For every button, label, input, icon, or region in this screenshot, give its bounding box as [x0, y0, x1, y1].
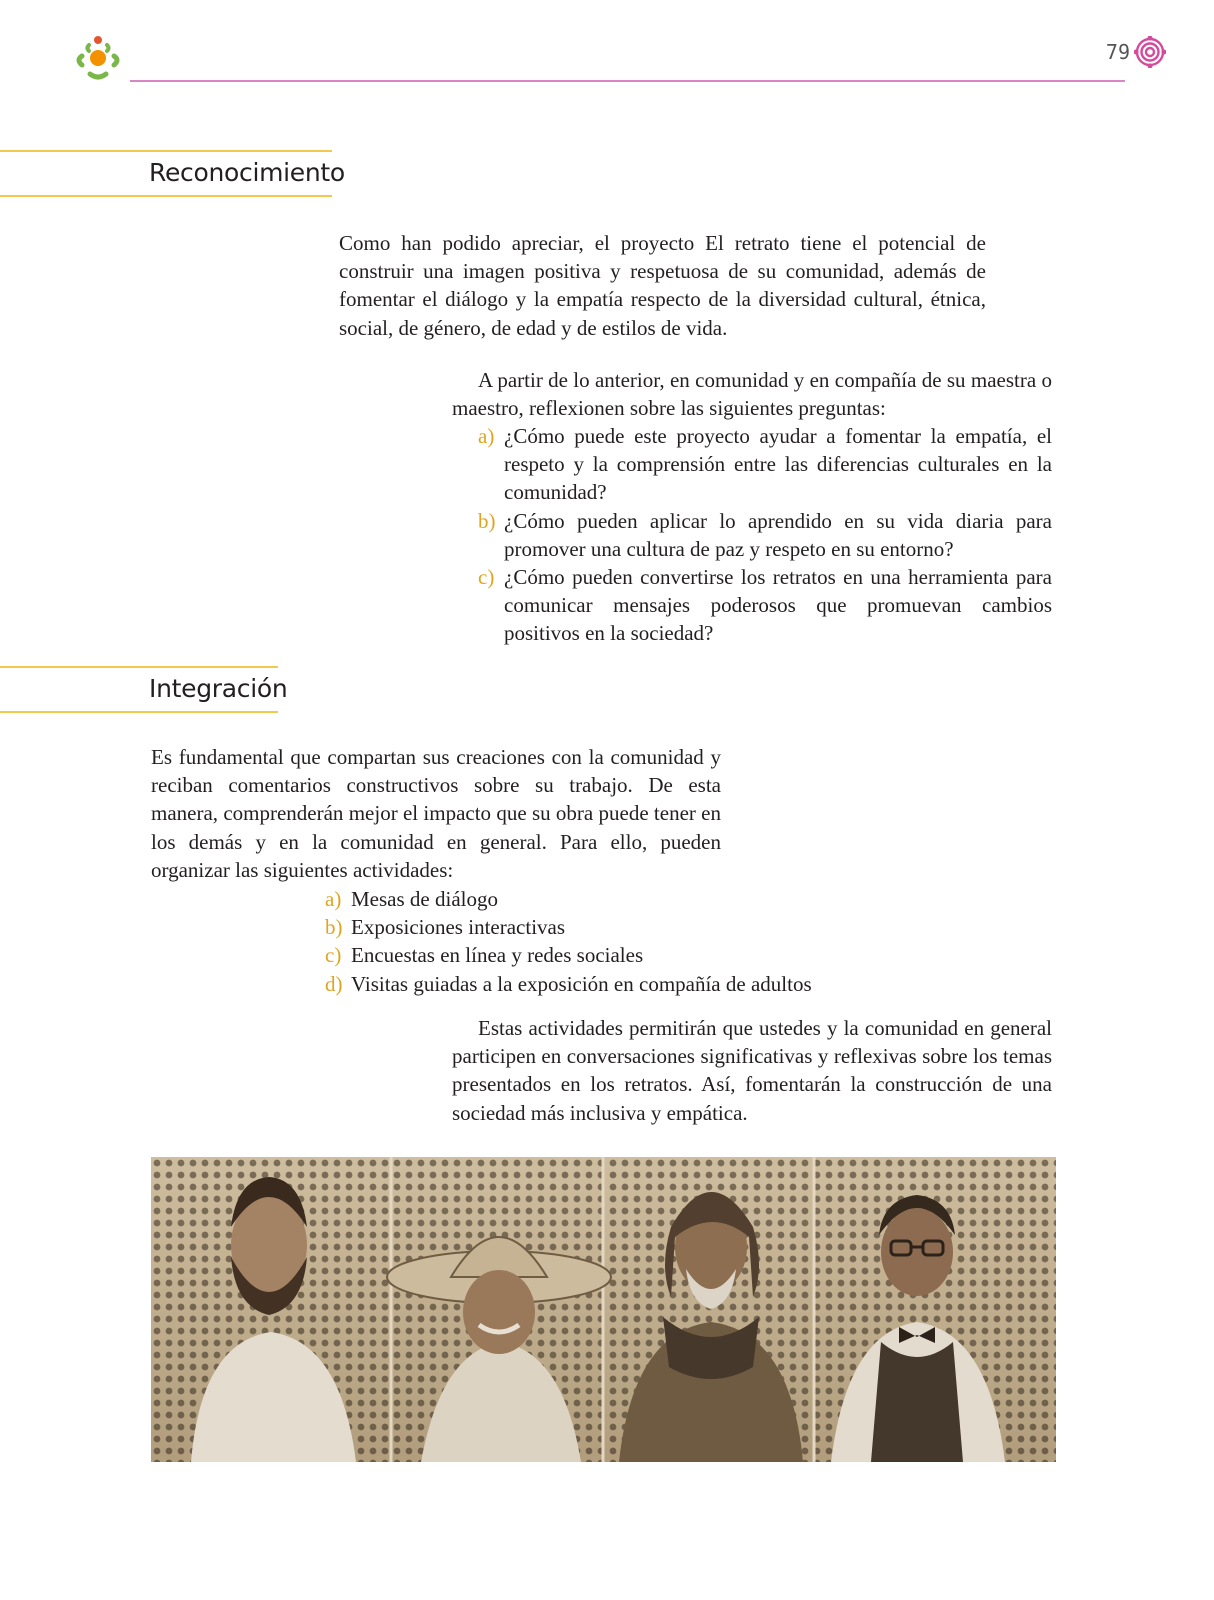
- question-text: ¿Cómo pueden convertirse los retratos en una herramienta para comunicar mensajes poderosos que promuevan cambios positivos en la sociedad?: [504, 565, 1052, 646]
- reconocimiento-paragraph-1: Como han podido apreciar, el proyecto El retrato tiene el potencial de construir una imagen positiva y respetuosa de su comunidad, además de fomentar el diálogo y la empatía respecto de la diversidad cultural, étnica, social, de género, de edad y de estilos de vida.: [339, 231, 986, 340]
- integracion-paragraph-2-text: Estas actividades permitirán que ustedes y la comunidad en general participen en conversaciones significativas y reflexivas sobre los temas presentados en los retratos. Así, fomentarán la construcción de una sociedad más inclusiva y empática.: [452, 1016, 1052, 1125]
- list-letter: b): [325, 915, 343, 940]
- section-title-reconocimiento: Reconocimiento: [149, 158, 345, 187]
- list-item: [325, 941, 911, 969]
- list-letter: a): [325, 887, 342, 911]
- section-rule-bottom: [0, 711, 278, 713]
- activity-text: Mesas de diálogo: [351, 887, 498, 911]
- list-letter: d): [325, 971, 343, 996]
- page-number: 79: [1105, 40, 1130, 64]
- list-letter: a): [478, 424, 495, 448]
- activity-text: Encuestas en línea y redes sociales: [351, 943, 644, 968]
- reconocimiento-paragraph-2-text: A partir de lo anterior, en comunidad y en compañía de su maestra o maestro, reflexionen sobre las siguientes preguntas:: [452, 368, 1052, 421]
- section-rule-top: [0, 150, 332, 152]
- list-letter: c): [478, 565, 495, 590]
- activities-list: [325, 885, 911, 998]
- integracion-paragraph-2: [452, 1014, 1052, 1127]
- flower-dots-logo-icon: [72, 32, 124, 84]
- portraits-photo: [151, 1157, 1056, 1462]
- activity-text: Visitas guiadas a la exposición en compañía de adultos: [351, 971, 812, 996]
- spiral-flower-icon: [1134, 36, 1166, 68]
- section-title-integracion: Integración: [149, 674, 288, 703]
- questions-list: [478, 422, 1052, 648]
- activity-text: Exposiciones interactivas: [351, 915, 566, 940]
- section-rule-top: [0, 666, 278, 668]
- header-rule: [130, 80, 1125, 82]
- question-text: ¿Cómo pueden aplicar lo aprendido en su vida diaria para promover una cultura de paz y respeto en su entorno?: [504, 508, 1052, 561]
- reconocimiento-paragraph-2: [452, 366, 1052, 422]
- list-item: [325, 885, 911, 913]
- list-item: [478, 422, 1052, 507]
- list-letter: b): [478, 508, 496, 533]
- list-letter: c): [325, 943, 342, 968]
- list-item: [478, 507, 1052, 563]
- list-item: [325, 970, 911, 998]
- list-item: [478, 563, 1052, 648]
- section-rule-bottom: [0, 195, 332, 197]
- question-text: ¿Cómo puede este proyecto ayudar a fomentar la empatía, el respeto y la comprensión entre las diferencias culturales en la comunidad?: [504, 424, 1052, 505]
- integracion-paragraph-1: Es fundamental que compartan sus creaciones con la comunidad y reciban comentarios constructivos sobre su trabajo. De esta manera, comprenderán mejor el impacto que su obra puede tener en los demás y en la comunidad en general. Para ello, pueden organizar las siguientes actividades:: [151, 745, 721, 882]
- list-item: [325, 913, 911, 941]
